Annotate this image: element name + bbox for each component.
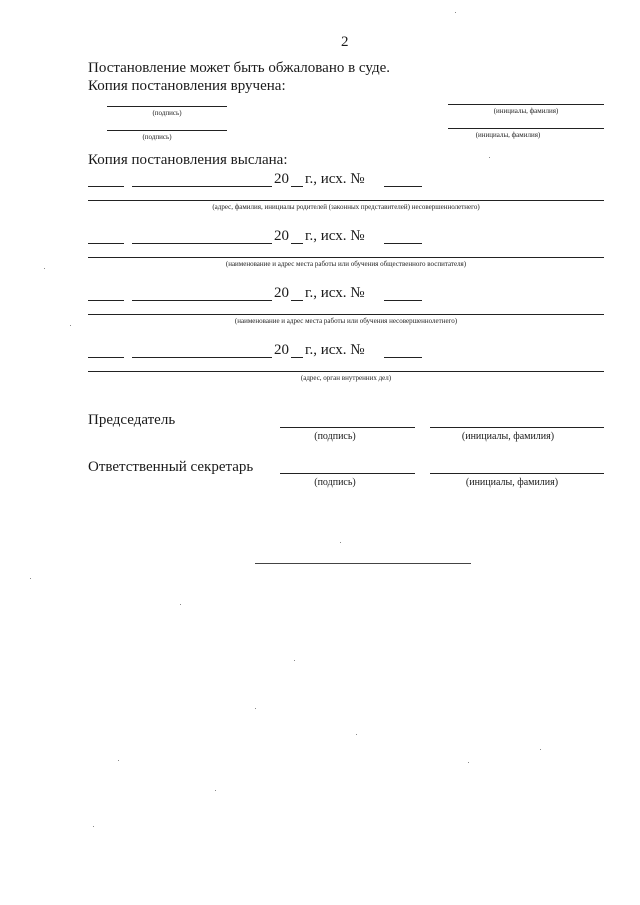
day-line[interactable] [88,186,124,187]
chairman-signature-line[interactable] [280,427,415,428]
address-caption: (наименование и адрес места работы или обучения несовершеннолетнего) [234,317,458,325]
chairman-name-caption: (инициалы, фамилия) [461,431,555,442]
address-line[interactable] [88,371,604,372]
copy-handed-heading: Копия постановления вручена: [88,78,286,94]
date-line[interactable] [132,300,272,301]
year-line[interactable] [291,186,303,187]
outgoing-number-label: г., исх. № [305,228,365,244]
outgoing-number-label: г., исх. № [305,285,365,301]
year-line[interactable] [291,300,303,301]
outgoing-number-line[interactable] [384,300,422,301]
address-caption: (адрес, фамилия, инициалы родителей (законных представителей) несовершеннолетнего) [212,203,480,211]
name-caption: (инициалы, фамилия) [493,107,559,115]
page-number: 2 [341,34,349,50]
date-line[interactable] [132,186,272,187]
secretary-signature-caption: (подпись) [314,477,356,488]
address-line[interactable] [88,200,604,201]
year-prefix: 20 [274,342,289,358]
appeal-note: Постановление может быть обжаловано в суде. [88,60,390,76]
chairman-label: Председатель [88,412,176,428]
name-line[interactable] [448,104,604,105]
year-prefix: 20 [274,171,289,187]
secretary-name-caption: (инициалы, фамилия) [465,477,559,488]
address-caption: (адрес, орган внутренних дел) [300,374,392,382]
year-line[interactable] [291,243,303,244]
secretary-signature-line[interactable] [280,473,415,474]
signature-caption: (подпись) [142,133,172,141]
chairman-name-line[interactable] [430,427,604,428]
outgoing-number-line[interactable] [384,243,422,244]
address-caption: (наименование и адрес места работы или обучения общественного воспитателя) [225,260,467,268]
signature-line[interactable] [107,130,227,131]
outgoing-number-line[interactable] [384,186,422,187]
year-line[interactable] [291,357,303,358]
date-line[interactable] [132,243,272,244]
address-line[interactable] [88,257,604,258]
outgoing-number-label: г., исх. № [305,171,365,187]
secretary-label: Ответственный секретарь [88,459,254,475]
signature-caption: (подпись) [152,109,182,117]
day-line[interactable] [88,357,124,358]
copy-sent-heading: Копия постановления выслана: [88,152,288,168]
separator-line [255,563,471,564]
outgoing-number-line[interactable] [384,357,422,358]
secretary-name-line[interactable] [430,473,604,474]
signature-line[interactable] [107,106,227,107]
name-caption: (инициалы, фамилия) [475,131,541,139]
address-line[interactable] [88,314,604,315]
year-prefix: 20 [274,285,289,301]
outgoing-number-label: г., исх. № [305,342,365,358]
date-line[interactable] [132,357,272,358]
year-prefix: 20 [274,228,289,244]
chairman-signature-caption: (подпись) [314,431,356,442]
day-line[interactable] [88,243,124,244]
day-line[interactable] [88,300,124,301]
name-line[interactable] [448,128,604,129]
